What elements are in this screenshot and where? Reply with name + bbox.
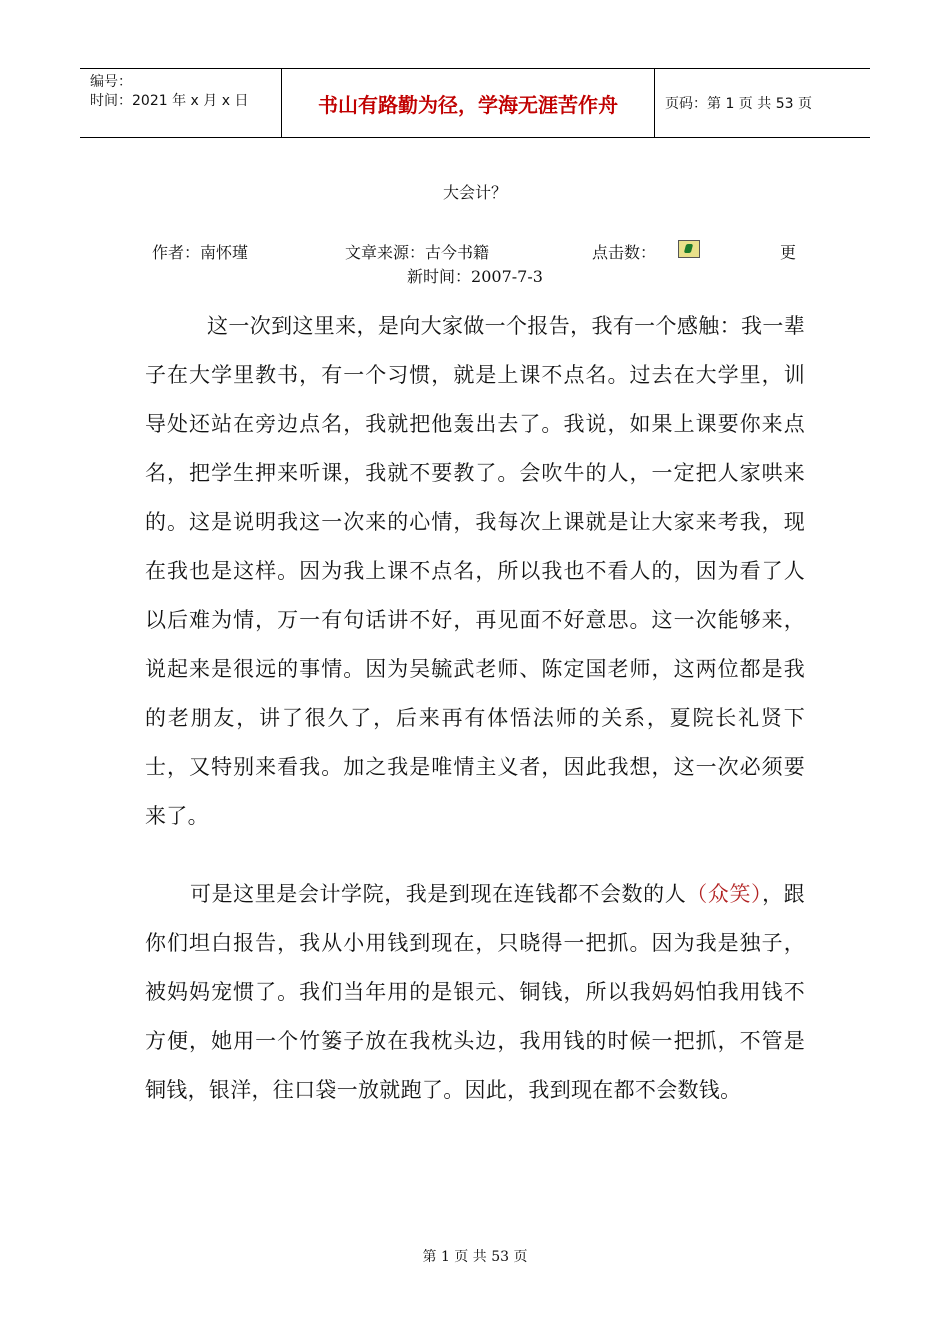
page-footer: 第 1 页 共 53 页 [422,1249,528,1265]
document-title: 大会计？ [442,183,507,202]
time-label: 时间：2021 年 x 月 x 日 [90,93,249,109]
source: 文章来源：古今书籍 [345,243,490,262]
counter-icon [678,240,700,258]
paragraph-2 [145,870,805,1115]
header-meta-cell [80,69,282,137]
paragraph-2-part-b: ，跟你们坦白报告，我从小用钱到现在，只晓得一把抓。因为我是独子，被妈妈宠惯了。我们当年用的是银元、铜钱，所以我妈妈怕我用钱不方便，她用一个竹篓子放在我枕头边，我用钱的时候一把抓，不管是铜钱，银洋，往口袋一放就跑了。因此，我到现在都不会数钱。 [145,882,805,1102]
paragraph-1: 这一次到这里来，是向大家做一个报告，我有一个感触：我一辈子在大学里教书，有一个习惯，就是上课不点名。过去在大学里，训导处还站在旁边点名，我就把他轰出去了。我说，如果上课要你来点名，把学生押来听课，我就不要教了。会吹牛的人，一定把人家哄来的。这是说明我这一次来的心情，我每次上课就是让大家来考我，现在我也是这样。因为我上课不点名，所以我也不看人的，因为看了人以后难为情，万一有句话讲不好，再见面不好意思。这一次能够来，说起来是很远的事情。因为吴毓武老师、陈定国老师，这两位都是我的老朋友，讲了很久了，后来再有体悟法师的关系，夏院长礼贤下士，又特别来看我。加之我是唯情主义者，因此我想，这一次必须要来了。 [145,314,805,828]
update-time: 新时间：2007-7-3 [407,267,543,286]
header-table [80,68,870,138]
page-info: 页码：第 1 页 共 53 页 [665,96,812,112]
article-meta [152,240,800,262]
number-label: 编号： [90,74,132,90]
audience-laughter-note: （众笑） [686,882,763,906]
motto: 书山有路勤为径，学海无涯苦作舟 [282,69,655,137]
paragraph-2-part-a: 可是这里是会计学院，我是到现在连钱都不会数的人 [190,882,687,906]
update-prefix: 更 [780,243,797,262]
clicks-label: 点击数： [592,243,657,262]
author: 作者：南怀瑾 [152,243,249,262]
